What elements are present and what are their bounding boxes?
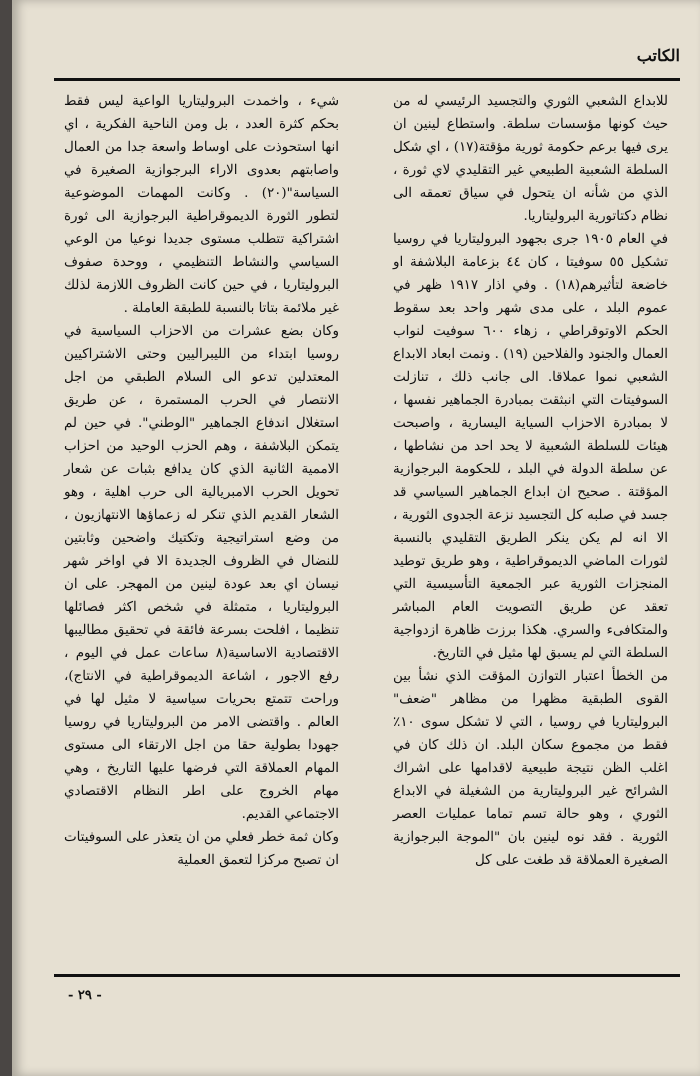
book-page [12,0,700,1076]
header-rule [54,78,680,81]
footer-rule [54,974,680,977]
text-column-left [64,90,339,872]
text-column-right [393,90,668,872]
paragraph: للابداع الشعبي الثوري والتجسيد الرئيسي له من حيث كونها مؤسسات سلطة. واستطاع لينين ان يرى فيها برعم حكومة ثورية مؤقتة(١٧) ، اي شكل السلطة الشعبية الطبيعي غير التقليدي لاي ثورة ، الذي من شأنه ان يتحول في سياق تعمقه الى نظام دكتاتورية البروليتاريا. [393,94,668,224]
paragraph: في العام ١٩٠٥ جرى بجهود البروليتاريا في روسيا تشكيل ٥٥ سوفيتا ، كان ٤٤ بزعامة البلاشفة او خاضعة لتأثيرهم(١٨) . وفي اذار ١٩١٧ ظهر في عموم البلد ، على مدى شهر واحد بعد سقوط الحكم الاوتوقراطي ، زهاء ٦٠٠ سوفيت لنواب العمال والجنود والفلاحين (١٩) . ونمت ابعاد الابداع الشعبي نموا عملاقا. الى جانب ذلك ، تنازلت السوفيتات التي انبثقت بمبادرة الجماهير نفسها ، لا بمبادرة الاحزاب السياية اليسارية ، واصبحت هيئات للسلطة الشعبية لا يحد احد من نشاطها ، عن سلطة الدولة في البلد ، للحكومة البرجوازية المؤقتة . صحيح ان ابداع الجماهير السياسي قد جسد في صلبه كل التجسيد نزعة الجدوى الثورية ، الا انه لم يكن ينكر الطريق التقليدي بالنسبة لثورات الماضي الديموقراطية ، وهو طريق توطيد المنجزات الثورية عبر الجمعية التأسيسية التي تعقد عن طريق التصويت العام المباشر والمتكافىء والسري. هكذا برزت ظاهرة ازدواجية السلطة التي لم يسبق لها مثيل في التاريخ. [393,232,669,661]
paragraph: وكان بضع عشرات من الاحزاب السياسية في روسيا ابتداء من الليبراليين وحتى الاشتراكيين المعتدلين تدعو الى السلام الطبقي من اجل الانتصار في الحرب المستمرة ، عن طريق استغلال اندفاع الجماهير "الوطني". في حين لم يتمكن البلاشفة ، وهم الحزب الوحيد من احزاب الاممية الثانية الذي كان يدافع بثبات عن شعار تحويل الحرب الامبريالية الى حرب اهلية ، وهو الشعار القديم الذي تنكر له زعماؤها الانتهازيون ، من وضع استراتيجية وتكتيك واضحين وثابتين للنضال في الظروف الجديدة الا في اواخر شهر نيسان اي بعد عودة لينين من المهجر. على ان البروليتاريا ، متمثلة في شخص اكثر فصائلها تنظيما ، افلحت بسرعة فائقة في تحقيق مطاليبها الاقتصادية الاساسية(٨ ساعات عمل في اليوم ، رفع الاجور ، اشاعة الديموقراطية في الانتاج)، وراحت تتمتع بحريات سياسية لا مثيل لها في العالم . واقتضى الامر من البروليتاريا في روسيا جهودا بطولية حقا من اجل الارتقاء الى مستوى المهام العملاقة التي فرضها عليها التاريخ ، وهي مهام الخروج على اطر النظام الاقتصادي الاجتماعي القديم. [64,324,339,822]
paragraph: وكان ثمة خطر فعلي من ان يتعذر على السوفيتات ان تصبح مركزا لتعمق العملية [64,830,339,868]
page-number: - ٢٩ - [68,988,102,1003]
paragraph: من الخطأ اعتبار التوازن المؤقت الذي نشأ بين القوى الطبقية مظهرا من مظاهر "ضعف" البروليتاريا في روسيا ، التي لا تشكل سوى ١٠٪ فقط من مجموع سكان البلد. ان ذلك كان في اغلب الظن نتيجة طبيعية لاقدامها على اشراك الشرائح غير البروليتارية من الشغيلة في الابداع الثوري ، وهو حالة تسم تماما عمليات العصر الثورية . فقد نوه لينين بان "الموجة البرجوازية الصغيرة العملاقة قد طغت على كل [393,669,668,868]
binding-shadow [0,0,12,1076]
running-header-title: الكاتب [636,46,680,65]
paragraph: شيء ، واخمدت البروليتاريا الواعية ليس فقط بحكم كثرة العدد ، بل ومن الناحية الفكرية ، اي انها استحوذت على اوساط واسعة جدا من العمال واصابتهم بعدوى الاراء البرجوازية الصغيرة في السياسة"(٢٠) . وكانت المهمات الموضوعية لتطور الثورة الديموقراطية البرجوازية الى ثورة اشتراكية تتطلب مستوى جديدا نوعيا من الوعي السياسي والنشاط التنظيمي ، ووحدة صفوف البروليتاريا ، في حين كانت الظروف اللازمة لذلك غير ملائمة بتاتا بالنسبة للطبقة العاملة . [64,94,339,316]
